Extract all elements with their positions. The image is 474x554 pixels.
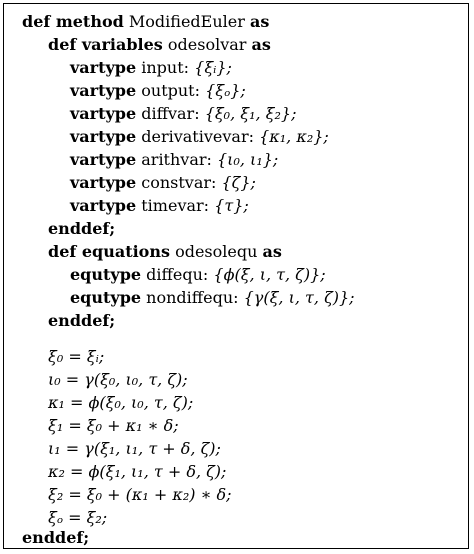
keyword-as: as xyxy=(249,12,270,31)
vartype-label: diffvar: xyxy=(141,104,200,123)
statement-line: ξ₁ = ξ₀ + κ₁ ∗ δ; xyxy=(48,416,179,435)
enddef-equations: enddef; xyxy=(48,311,116,330)
vartype-label: timevar: xyxy=(141,196,210,215)
vartype-label: constvar: xyxy=(141,173,217,192)
equtype-line xyxy=(70,288,355,308)
method-name: ModifiedEuler xyxy=(128,12,245,31)
vartype-value: {ζ}; xyxy=(221,173,256,192)
keyword-vartype: vartype xyxy=(70,196,137,215)
equations-header xyxy=(48,242,282,262)
keyword-def-variables: def variables xyxy=(48,35,163,54)
enddef-variables: enddef; xyxy=(48,219,116,238)
vartype-value: {τ}; xyxy=(214,196,249,215)
vartype-label: output: xyxy=(141,81,200,100)
vartype-value: {ι₀, ι₁}; xyxy=(217,150,279,169)
vartype-line xyxy=(70,127,329,147)
statement-line: ξ₀ = ξᵢ; xyxy=(48,347,105,366)
vartype-value: {ξₒ}; xyxy=(205,81,246,100)
keyword-vartype: vartype xyxy=(70,173,137,192)
method-header xyxy=(22,12,269,32)
variables-name: odesolvar xyxy=(167,35,247,54)
vartype-label: arithvar: xyxy=(141,150,212,169)
keyword-vartype: vartype xyxy=(70,127,137,146)
vartype-value: {ξ₀, ξ₁, ξ₂}; xyxy=(204,104,297,123)
keyword-def-method: def method xyxy=(22,12,124,31)
statement-line: ξₒ = ξ₂; xyxy=(48,508,108,527)
vartype-label: input: xyxy=(141,58,190,77)
vartype-line xyxy=(70,150,278,170)
equtype-value: {γ(ξ, ι, τ, ζ)}; xyxy=(243,288,355,307)
equtype-line xyxy=(70,265,326,285)
keyword-as: as xyxy=(262,242,282,261)
statement-line: κ₂ = ϕ(ξ₁, ι₁, τ + δ, ζ); xyxy=(48,462,227,481)
statement-line: ι₁ = γ(ξ₁, ι₁, τ + δ, ζ); xyxy=(48,439,221,458)
keyword-vartype: vartype xyxy=(70,81,137,100)
vartype-value: {κ₁, κ₂}; xyxy=(259,127,329,146)
vartype-label: derivativevar: xyxy=(141,127,254,146)
keyword-as: as xyxy=(251,35,271,54)
vartype-line xyxy=(70,196,249,216)
vartype-line xyxy=(70,173,256,193)
keyword-equtype: equtype xyxy=(70,288,142,307)
vartype-line xyxy=(70,81,246,101)
keyword-vartype: vartype xyxy=(70,58,137,77)
keyword-def-equations: def equations xyxy=(48,242,170,261)
enddef-method: enddef; xyxy=(22,528,90,547)
statement-line: κ₁ = ϕ(ξ₀, ι₀, τ, ζ); xyxy=(48,393,194,412)
equtype-label: nondiffequ: xyxy=(146,288,239,307)
vartype-line xyxy=(70,58,232,78)
keyword-vartype: vartype xyxy=(70,104,137,123)
vartype-value: {ξᵢ}; xyxy=(194,58,232,77)
equtype-label: diffequ: xyxy=(146,265,209,284)
vartype-line xyxy=(70,104,296,124)
keyword-vartype: vartype xyxy=(70,150,137,169)
equtype-value: {ϕ(ξ, ι, τ, ζ)}; xyxy=(213,265,326,284)
keyword-equtype: equtype xyxy=(70,265,142,284)
statement-line: ξ₂ = ξ₀ + (κ₁ + κ₂) ∗ δ; xyxy=(48,485,232,504)
variables-header xyxy=(48,35,271,55)
equations-name: odesolequ xyxy=(175,242,258,261)
statement-line: ι₀ = γ(ξ₀, ι₀, τ, ζ); xyxy=(48,370,188,389)
